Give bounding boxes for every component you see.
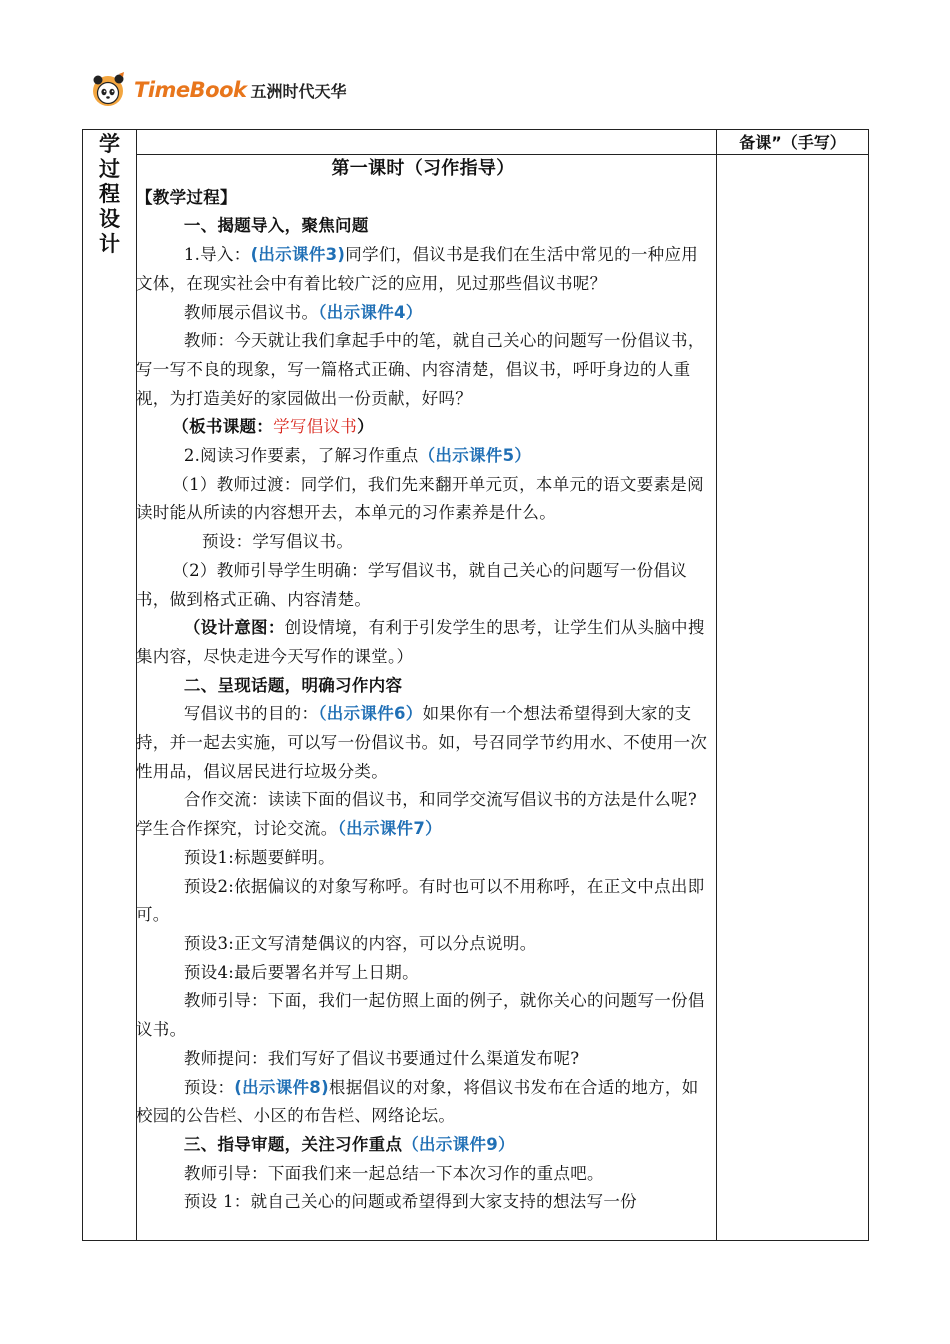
column-divider-right (716, 130, 717, 1240)
design-intent: （设计意图：创设情境，有利于引发学生的思考，让学生们从头脑中搜集内容，尽快走进今天写作的课堂。） (136, 618, 705, 666)
paragraph: 预设 1：就自己关心的问题或希望得到大家支持的想法写一份 (183, 1192, 637, 1212)
board-title-line: （板书课题：学写倡议书） (172, 417, 374, 437)
section-label: 【教学过程】 (136, 187, 237, 207)
lesson-content (136, 155, 710, 1217)
paragraph: （1）教师过渡：同学们，我们先来翻开单元页，本单元的语文要素是阅读时能从所读的内容想开去，本单元的习作素养是什么。 (136, 474, 704, 523)
paragraph: 教师展示倡议书。（出示课件4） (183, 302, 423, 322)
heading-2: 二、呈现话题，明确习作内容 (183, 675, 403, 695)
lesson-title: 第一课时（习作指导） (331, 158, 515, 179)
courseware-tag: （出示课件6） (318, 704, 423, 724)
paragraph: 合作交流：读读下面的倡议书，和同学交流写倡议书的方法是什么呢?学生合作探究，讨论交流。（出示课件7） (136, 790, 697, 839)
courseware-tag: （出示课件9） (402, 1134, 515, 1154)
process-design-label: 学 过 程 设 计 (99, 132, 120, 256)
courseware-tag: （出示课件5） (418, 446, 532, 466)
paragraph: 预设4:最后要署名并写上日期。 (183, 962, 419, 982)
handwritten-notes-header: 备课”（手写） (739, 133, 846, 152)
paragraph: 预设：(出示课件8)根据倡议的对象，将倡议书发布在合适的地方，如校园的公告栏、小区的布告栏、网络论坛。 (136, 1077, 699, 1126)
logo-brand-text: TimeBook (134, 78, 247, 102)
paragraph: 1.导入：(出示课件3)同学们，倡议书是我们在生活中常见的一种应用文体，在现实社会中有着比较广泛的应用，见过那些倡议书呢？ (136, 245, 699, 293)
paragraph: 2.阅读习作要素，了解习作重点（出示课件5） (183, 446, 532, 466)
heading-1: 一、揭题导入，聚焦问题 (183, 216, 369, 236)
paragraph: 预设1:标题要鲜明。 (183, 847, 335, 867)
panda-logo-icon (90, 72, 128, 108)
paragraph: 预设：学写倡议书。 (202, 532, 354, 552)
paragraph: 预设2:依据偏议的对象写称呼。有时也可以不用称呼，在正文中点出即可。 (136, 876, 705, 925)
courseware-tag: (出示课件8) (234, 1077, 329, 1097)
board-title: 学写倡议书 (273, 417, 358, 437)
timebook-logo (90, 72, 347, 108)
logo-chinese-text: 五洲时代天华 (250, 81, 347, 101)
courseware-tag: (出示课件3) (250, 245, 346, 265)
paragraph: 预设3:正文写清楚偶议的内容，可以分点说明。 (183, 933, 537, 953)
paragraph: 写倡议书的目的：（出示课件6）如果你有一个想法希望得到大家的支持，并一起去实施，可以写一份倡议书。如，号召同学节约用水、不使用一次性用品，倡议居民进行垃圾分类。 (136, 704, 708, 781)
paragraph: 教师：今天就让我们拿起手中的笔，就自己关心的问题写一份倡议书，写一写不良的现象，写一篇格式正确、内容清楚，倡议书，呼吁身边的人重视，为打造美好的家园做出一份贡献，好吗？ (136, 331, 705, 408)
heading-3: 三、指导审题，关注习作重点（出示课件9） (183, 1134, 515, 1154)
paragraph: 教师引导：下面，我们一起仿照上面的例子，就你关心的问题写一份倡议书。 (136, 991, 705, 1040)
courseware-tag: （出示课件4） (318, 302, 423, 322)
paragraph: 教师提问：我们写好了倡议书要通过什么渠道发布呢? (183, 1048, 580, 1068)
paragraph: （2）教师引导学生明确：学写倡议书，就自己关心的问题写一份倡议书，做到格式正确、内容清楚。 (136, 560, 688, 609)
paragraph: 教师引导：下面我们来一起总结一下本次习作的重点吧。 (183, 1163, 604, 1183)
courseware-tag: （出示课件7） (337, 819, 442, 839)
